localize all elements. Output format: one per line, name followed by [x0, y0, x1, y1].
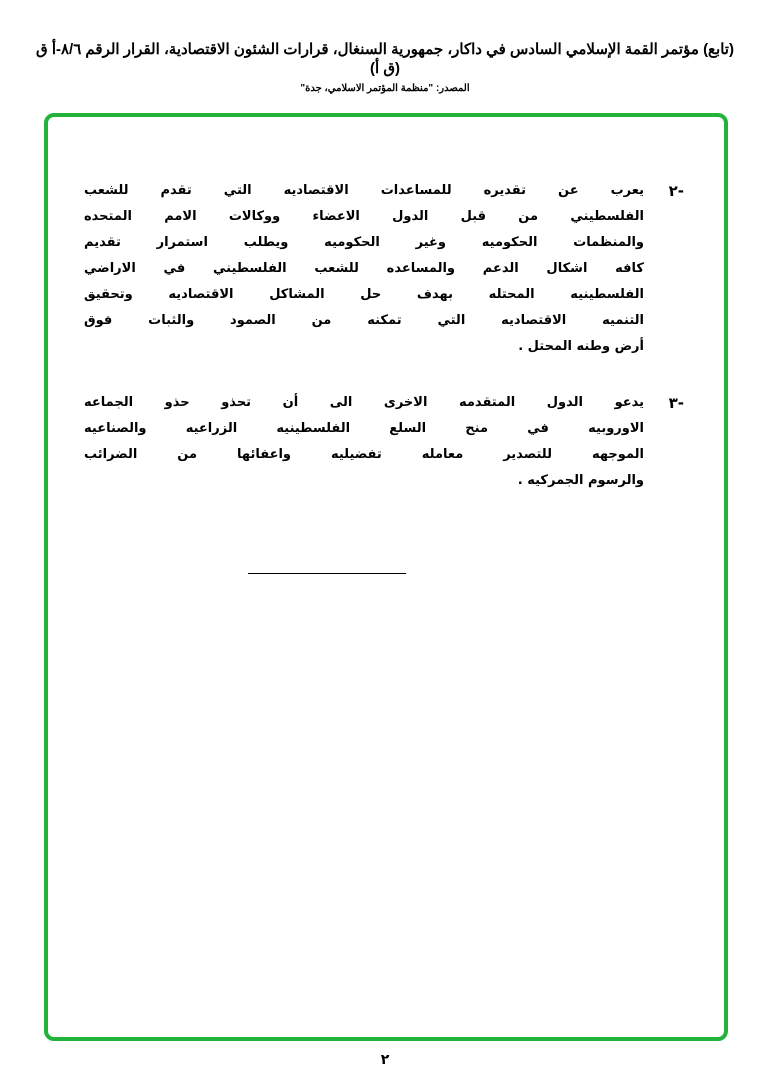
page-number: ٢ [380, 1052, 390, 1068]
item-number: -٣ [668, 394, 684, 412]
item-line: الموجهه للتصدير معامله تفضيليه واعفائها من الضرائب [84, 447, 644, 462]
resolution-item-2 [84, 178, 684, 360]
item-line: أرض وطنه المحتل . [518, 339, 644, 354]
item-line: الفلسطينيه المحتله بهدف حل المشاكل الاقتصاديه وتحقيق [84, 287, 644, 302]
item-line: الفلسطيني من قبل الدول الاعضاء ووكالات الامم المتحده [84, 209, 644, 224]
item-line: والرسوم الجمركيه . [517, 473, 644, 488]
document-header [30, 40, 740, 96]
item-line: والمنظمات الحكوميه وغير الحكوميه ويطلب استمرار تقديم [84, 235, 644, 250]
resolution-item-3 [84, 390, 684, 494]
item-line: يعرب عن تقديره للمساعدات الاقتصاديه التي تقدم للشعب [84, 183, 644, 198]
item-line: كافه اشكال الدعم والمساعده للشعب الفلسطيني في الاراضي [84, 261, 644, 276]
document-title: (تابع) مؤتمر القمة الإسلامي السادس في داكار، جمهورية السنغال، قرارات الشئون الاقتصادية، القرار الرقم ٨/٦-أ ق (ق أ) [36, 41, 734, 77]
resolutions [84, 178, 684, 524]
item-line: يدعو الدول المتقدمه الاخرى الى أن تحذو حذو الجماعه [84, 395, 644, 410]
item-number: -٢ [668, 182, 684, 200]
item-line: الاوروبيه في منح السلع الفلسطينيه الزراعيه والصناعيه [84, 421, 644, 436]
document-source: المصدر: "منظمة المؤتمر الاسلامي، جدة" [300, 83, 470, 94]
end-rule [248, 573, 406, 574]
item-line: التنميه الاقتصاديه التي تمكنه من الصمود والثبات فوق [84, 313, 644, 328]
